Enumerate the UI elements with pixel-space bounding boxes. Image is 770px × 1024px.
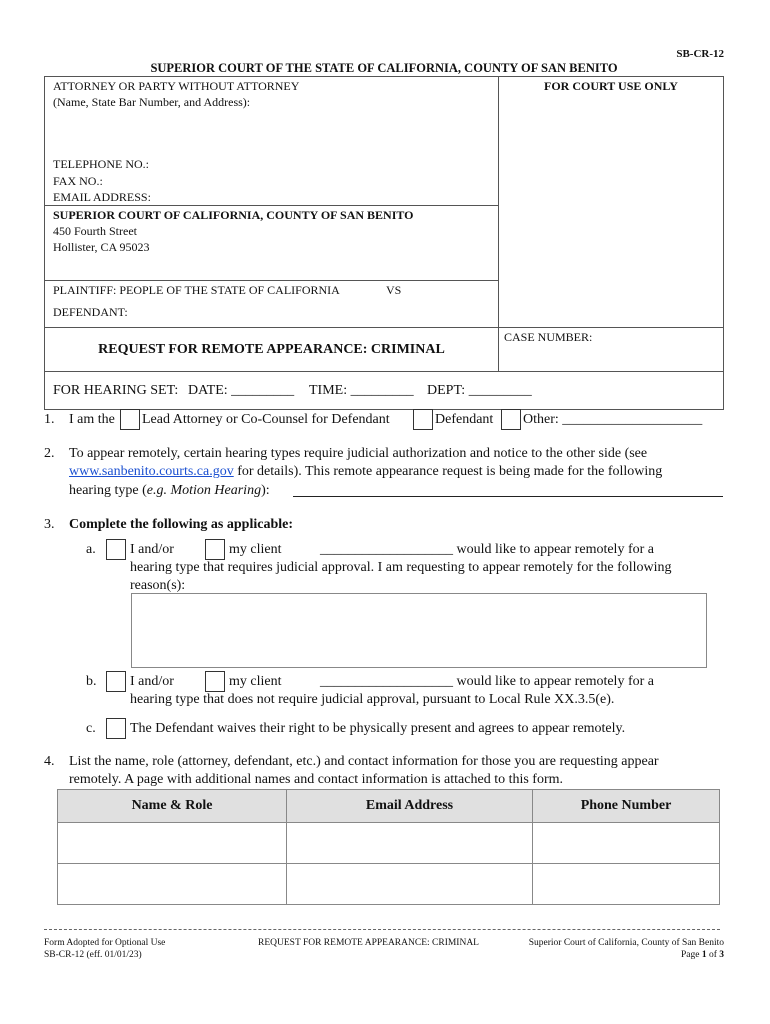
form-title: REQUEST FOR REMOTE APPEARANCE: CRIMINAL — [98, 342, 445, 357]
hearing-dept[interactable]: DEPT: _________ — [427, 383, 532, 398]
item3a-client-name[interactable]: ___________________ would like to appear remotely for a — [320, 542, 654, 557]
item3b-self-label: I and/or — [130, 674, 174, 689]
page-total: 3 — [719, 950, 724, 960]
table-header-row — [58, 790, 720, 823]
court-heading: SUPERIOR COURT OF THE STATE OF CALIFORNIA, COUNTY OF SAN BENITO — [150, 61, 618, 75]
table-header-name: Name & Role — [58, 790, 287, 823]
item3a-line3: reason(s): — [130, 578, 186, 593]
item2-line1: To appear remotely, certain hearing types require judicial authorization and notice to the other side (see — [69, 446, 648, 461]
table-row — [58, 823, 720, 864]
table-row — [58, 864, 720, 905]
attorney-label: ATTORNEY OR PARTY WITHOUT ATTORNEY — [53, 79, 300, 93]
reasons-textarea[interactable] — [131, 593, 707, 668]
email-label: EMAIL ADDRESS: — [53, 190, 151, 204]
item4-line1: List the name, role (attorney, defendant, etc.) and contact information for those you are requesting appear — [69, 754, 659, 769]
item1-prefix: I am the — [69, 412, 115, 427]
hearing-time[interactable]: TIME: _________ — [309, 383, 414, 398]
item3b-client-name[interactable]: ___________________ would like to appear remotely for a — [320, 674, 654, 689]
hearing-date[interactable]: DATE: _________ — [188, 383, 295, 398]
hearing-type-label: hearing type ( — [69, 483, 147, 498]
hearing-label: FOR HEARING SET: — [53, 383, 179, 398]
item3b-letter: b. — [86, 674, 97, 689]
footer-page — [560, 949, 724, 961]
page-of: of — [706, 950, 720, 960]
defendant-label: DEFENDANT: — [53, 305, 128, 319]
hearing-type-example: e.g. Motion Hearing — [146, 483, 262, 498]
item3a-line2: hearing type that requires judicial approval. I am requesting to appear remotely for the following — [130, 560, 672, 575]
court-use-box — [498, 76, 724, 328]
item3b-client-checkbox[interactable] — [205, 671, 225, 692]
item2-number: 2. — [44, 446, 55, 461]
table-header-phone: Phone Number — [533, 790, 720, 823]
item3-number: 3. — [44, 517, 55, 532]
footer-form-code: SB-CR-12 (eff. 01/01/23) — [44, 950, 142, 960]
item3c-letter: c. — [86, 721, 96, 736]
phone-cell[interactable] — [533, 823, 720, 864]
footer-title: REQUEST FOR REMOTE APPEARANCE: CRIMINAL — [258, 938, 479, 948]
hearing-type-colon: ): — [261, 483, 270, 498]
footer-adopted: Form Adopted for Optional Use — [44, 938, 166, 948]
item3a-letter: a. — [86, 542, 96, 557]
item2-line2 — [69, 463, 662, 481]
lead-attorney-checkbox[interactable] — [120, 409, 140, 430]
item3b-self-checkbox[interactable] — [106, 671, 126, 692]
name-cell[interactable] — [58, 864, 287, 905]
vs-label: VS — [386, 283, 402, 297]
court-city: Hollister, CA 95023 — [53, 240, 150, 254]
phone-cell[interactable] — [533, 864, 720, 905]
form-code: SB-CR-12 — [676, 48, 724, 60]
item2-line2-text: for details). This remote appearance request is being made for the following — [233, 464, 663, 479]
defendant-option-label: Defendant — [435, 412, 494, 427]
footer-divider — [44, 929, 720, 930]
item3a-client-checkbox[interactable] — [205, 539, 225, 560]
defendant-checkbox[interactable] — [413, 409, 433, 430]
other-checkbox[interactable] — [501, 409, 521, 430]
name-cell[interactable] — [58, 823, 287, 864]
item3a-self-label: I and/or — [130, 542, 174, 557]
item3a-self-checkbox[interactable] — [106, 539, 126, 560]
court-website-link[interactable]: www.sanbenito.courts.ca.gov — [69, 464, 234, 479]
item2-line3 — [69, 482, 270, 500]
item3c-text: The Defendant waives their right to be physically present and agrees to appear remotely. — [130, 721, 626, 736]
page-number: 1 — [701, 950, 707, 960]
table-header-email: Email Address — [287, 790, 533, 823]
hearing-type-field[interactable] — [293, 496, 723, 497]
case-number-label: CASE NUMBER: — [504, 330, 593, 344]
item3b-client-label: my client — [229, 674, 282, 689]
contacts-table — [57, 789, 720, 905]
item3c-waiver-checkbox[interactable] — [106, 718, 126, 739]
item3b-line2: hearing type that does not require judicial approval, pursuant to Local Rule XX.3.5(e). — [130, 692, 615, 707]
court-name: SUPERIOR COURT OF CALIFORNIA, COUNTY OF SAN BENITO — [53, 208, 414, 222]
item4-number: 4. — [44, 754, 55, 769]
telephone-label: TELEPHONE NO.: — [53, 157, 149, 171]
item3-heading: Complete the following as applicable: — [69, 517, 293, 532]
lead-attorney-label: Lead Attorney or Co-Counsel for Defendant — [142, 412, 390, 427]
item1-number: 1. — [44, 412, 55, 427]
page-prefix: Page — [680, 950, 702, 960]
plaintiff-label: PLAINTIFF: PEOPLE OF THE STATE OF CALIFORNIA — [53, 283, 340, 297]
fax-label: FAX NO.: — [53, 174, 103, 188]
court-street: 450 Fourth Street — [53, 224, 137, 238]
item4-line2: remotely. A page with additional names and contact information is attached to this form. — [69, 772, 564, 787]
court-use-label: FOR COURT USE ONLY — [544, 79, 678, 93]
email-cell[interactable] — [287, 864, 533, 905]
footer-court: Superior Court of California, County of San Benito — [528, 938, 724, 948]
item3a-client-label: my client — [229, 542, 282, 557]
other-option-label[interactable]: Other: ____________________ — [523, 412, 703, 427]
email-cell[interactable] — [287, 823, 533, 864]
attorney-sublabel: (Name, State Bar Number, and Address): — [53, 95, 251, 109]
